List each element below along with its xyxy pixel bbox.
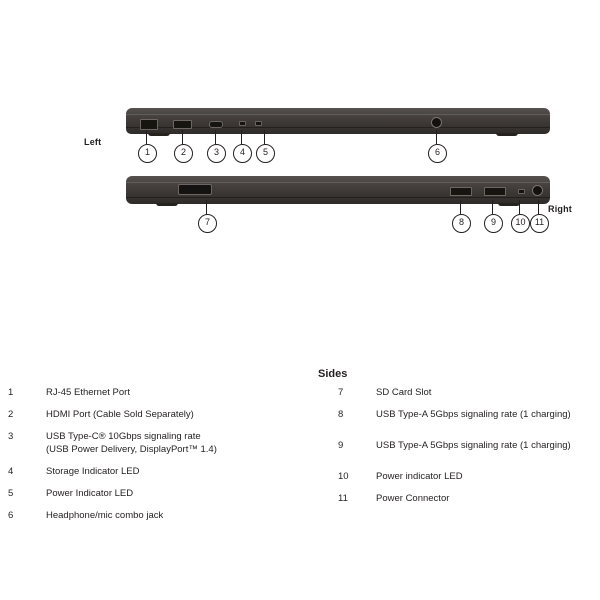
legend-title: Sides: [318, 368, 348, 380]
legend-item-number: 2: [8, 409, 14, 420]
lid-seam: [126, 182, 550, 183]
callout-9: 9: [484, 214, 503, 233]
leader-line: [492, 200, 493, 214]
legend-column-right: [338, 386, 598, 514]
right-side-label: Right: [548, 204, 572, 214]
callout-5: 5: [256, 144, 275, 163]
power-indicator-led-icon: [518, 189, 525, 194]
usb-type-c-port-icon: [209, 121, 223, 128]
legend-item-text: Power Connector: [376, 493, 450, 504]
legend-item-number: 7: [338, 387, 344, 398]
laptop-right-side-view: [126, 176, 550, 204]
storage-indicator-led-icon: [239, 121, 246, 126]
legend-item-text: Headphone/mic combo jack: [46, 510, 164, 521]
leader-line: [206, 200, 207, 214]
rj45-ethernet-port-icon: [140, 119, 158, 130]
rubber-foot: [498, 203, 520, 206]
legend-item-text: USB Type-A 5Gbps signaling rate (1 charging): [376, 440, 571, 451]
legend-item: [8, 487, 308, 500]
legend-item-text: SD Card Slot: [376, 387, 432, 398]
leader-line: [460, 200, 461, 214]
callout-4: 4: [233, 144, 252, 163]
lid-seam: [126, 114, 550, 115]
callout-7: 7: [198, 214, 217, 233]
legend-item: [8, 430, 308, 456]
callout-1: 1: [138, 144, 157, 163]
rubber-foot: [496, 133, 518, 136]
legend-item-number: 11: [338, 493, 348, 504]
rubber-foot: [148, 133, 170, 136]
legend-item-number: 9: [338, 440, 344, 451]
legend-item-text: Storage Indicator LED: [46, 466, 140, 477]
legend-item-number: 4: [8, 466, 14, 477]
legend-item: [338, 470, 598, 483]
hdmi-port-icon: [173, 120, 192, 129]
callout-3: 3: [207, 144, 226, 163]
legend-item-text: USB Type-C® 10Gbps signaling rate: [46, 431, 201, 442]
legend-item-number: 8: [338, 409, 344, 420]
rubber-foot: [156, 203, 178, 206]
power-connector-icon: [532, 185, 543, 196]
headphone-mic-combo-jack-icon: [431, 117, 442, 128]
legend-item: [338, 386, 598, 399]
legend-item: [8, 465, 308, 478]
legend-item-number: 10: [338, 471, 349, 482]
leader-line: [146, 130, 147, 144]
legend-item-text: Power indicator LED: [376, 471, 463, 482]
callout-11: 11: [530, 214, 549, 233]
callout-2: 2: [174, 144, 193, 163]
callout-6: 6: [428, 144, 447, 163]
base-seam: [126, 197, 550, 198]
legend-item: [338, 439, 598, 452]
usb-type-a-port-icon: [484, 187, 506, 196]
leader-line: [519, 200, 520, 214]
power-indicator-led-icon: [255, 121, 262, 126]
legend-item: [338, 492, 598, 505]
sd-card-slot-icon: [178, 184, 212, 195]
legend-item: [8, 509, 308, 522]
legend-item-subtext: (USB Power Delivery, DisplayPort™ 1.4): [46, 444, 217, 455]
laptop-left-side-view: [126, 108, 550, 134]
leader-line: [538, 200, 539, 214]
legend-item-text: RJ-45 Ethernet Port: [46, 387, 130, 398]
leader-line: [215, 130, 216, 144]
callout-10: 10: [511, 214, 530, 233]
legend-item-text: HDMI Port (Cable Sold Separately): [46, 409, 194, 420]
legend-item: [8, 386, 308, 399]
usb-type-a-port-icon: [450, 187, 472, 196]
legend-item: [338, 408, 598, 421]
legend-item-number: 5: [8, 488, 14, 499]
leader-line: [182, 130, 183, 144]
leader-line: [241, 130, 242, 144]
left-side-label: Left: [84, 137, 102, 147]
legend-item-text: Power Indicator LED: [46, 488, 134, 499]
legend-item-number: 1: [8, 387, 14, 398]
leader-line: [436, 130, 437, 144]
legend-column-left: [8, 386, 308, 531]
leader-line: [264, 130, 265, 144]
legend-item-number: 6: [8, 510, 14, 521]
legend-item-number: 3: [8, 431, 14, 442]
callout-8: 8: [452, 214, 471, 233]
legend-item-text: USB Type-A 5Gbps signaling rate (1 charging): [376, 409, 571, 420]
legend-item: [8, 408, 308, 421]
